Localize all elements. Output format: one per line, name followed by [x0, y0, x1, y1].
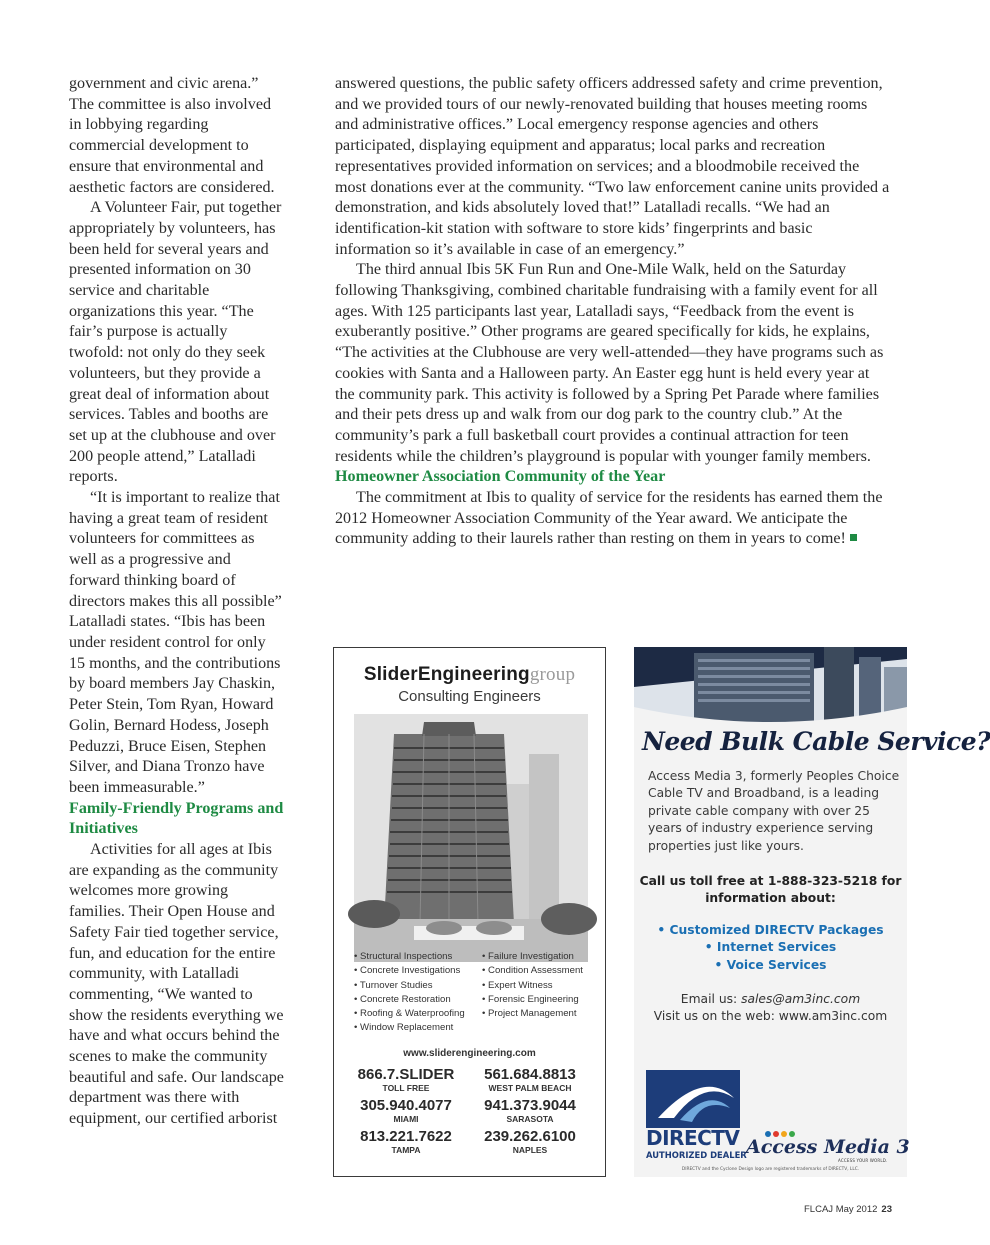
directv-authorized: AUTHORIZED DEALER [646, 1150, 747, 1160]
services-list-right [482, 950, 592, 1036]
slider-subtitle: Consulting Engineers [398, 688, 541, 705]
phone-location: NAPLES [512, 1145, 548, 1155]
services-list-left [354, 950, 480, 1036]
right-paragraph-3 [335, 488, 890, 550]
phone-number: 239.262.6100 [484, 1128, 576, 1145]
phone-grid [344, 1066, 596, 1156]
slider-brand-light: group [529, 664, 576, 685]
access-service-item: • Voice Services [634, 957, 907, 974]
service-item: • Window Replacement [354, 1021, 480, 1035]
email-link[interactable]: sales@am3inc.com [741, 992, 861, 1006]
folio-issue: May 2012 [835, 1204, 878, 1215]
skyline-illustration [634, 647, 907, 725]
access-call-text: Call us toll free at 1-888-323-5218 for information about: [639, 874, 902, 906]
phone-entry[interactable] [344, 1066, 468, 1094]
phone-location: MIAMI [393, 1114, 419, 1124]
right-paragraph-2: The third annual Ibis 5K Fun Run and One-Mile Walk, held on the Saturday following Thanksgiving, combined charitable fundraising with a family event for all ages. With 125 participants last year, Latalladi says, “Feedback from the event is exuberantly positive.” Other programs are geared specifically for kids, he explains, “The activities at the Clubhouse are very well-attended—they have programs such as cookies with Santa and a Halloween party. An Easter egg hunt is held every year at the community park. This activity is followed by a Spring Pet Parade where families and their pets dress up and walk from our dog park to the country club.” At the community’s park a full basketball court provides a continual attraction for teen residents while the children’s playground is popular with younger family members. [335, 261, 884, 465]
left-column [69, 74, 284, 1130]
phone-number: 813.221.7622 [360, 1128, 452, 1145]
service-item: • Forensic Engineering [482, 993, 592, 1007]
access-media-ad[interactable] [634, 647, 990, 1177]
building-photo [634, 647, 907, 725]
tower-illustration [354, 714, 588, 962]
phone-entry[interactable] [468, 1066, 592, 1094]
phone-location: TAMPA [391, 1145, 421, 1155]
phone-entry[interactable] [344, 1097, 468, 1125]
subhead-family-programs: Family-Friendly Programs and Initiatives [69, 799, 284, 838]
access-contact [634, 991, 907, 1026]
slider-brand-bold: SliderEngineering [363, 664, 530, 685]
left-paragraph-3: “It is important to realize that having a great team of resident volunteers for committees as well as a progressive and forward thinking board of directors makes this all possible” Latalladi states. “Ibis has been under resident control for only 15 months, and the contributions by board members Jay Chaskin, Peter Stein, Tom Ryan, Howard Golin, Bernard Hodess, Joseph Peduzzi, Bruce Eisen, Stephen Silver, and Diana Tronzo have been immeasurable.” [69, 489, 282, 796]
slider-website-link[interactable]: www.sliderengineering.com [403, 1048, 536, 1059]
access-media-tagline: ACCESS YOUR WORLD. [838, 1158, 888, 1163]
phone-entry[interactable] [344, 1128, 468, 1156]
access-service-item: • Customized DIRECTV Packages [634, 922, 907, 939]
service-item: • Concrete Restoration [354, 993, 480, 1007]
slider-brand [334, 664, 605, 686]
directv-wordmark: DIRECTV [646, 1126, 740, 1150]
service-item: • Structural Inspections [354, 950, 480, 964]
phone-location: WEST PALM BEACH [488, 1083, 572, 1093]
page-number: 23 [881, 1204, 892, 1215]
phone-number: 561.684.8813 [484, 1066, 576, 1083]
slider-services [354, 950, 594, 1036]
end-square-icon [850, 534, 857, 541]
phone-location: TOLL FREE [382, 1083, 430, 1093]
subhead-community-of-year: Homeowner Association Community of the Year [335, 468, 666, 486]
service-item: • Expert Witness [482, 979, 592, 993]
service-item: • Failure Investigation [482, 950, 592, 964]
left-paragraph-1: government and civic arena.” The committee is also involved in lobbying regarding commercial development to ensure that environmental and aesthetic factors are considered. [69, 75, 275, 196]
phone-entry[interactable] [468, 1097, 592, 1125]
page-folio [804, 1204, 892, 1215]
access-media-logo: Access Media 3 [746, 1136, 910, 1158]
access-services [634, 922, 907, 974]
left-paragraph-2: A Volunteer Fair, put together appropriately by volunteers, has been held for several years and presented information on 30 service and charitable organizations this year. “The fair’s purpose is actually twofold: not only do they seek volunteers, but they provide a great deal of information about services. Tables and booths are set up at the clubhouse and over 200 people attend,” Latalladi reports. [69, 199, 282, 486]
access-body: Access Media 3, formerly Peoples Choice Cable TV and Broadband, is a leading private cable company with over 25 years of industry experience serving properties just like yours. [648, 769, 900, 853]
phone-number: 866.7.SLIDER [357, 1066, 455, 1083]
access-web-link[interactable]: Visit us on the web: www.am3inc.com [653, 1009, 888, 1024]
service-item: • Condition Assessment [482, 964, 592, 978]
access-service-item: • Internet Services [634, 939, 907, 956]
right-paragraph-1: answered questions, the public safety officers addressed safety and crime prevention, and we provided tours of our newly-renovated building that houses meeting rooms and administrative offices.” Local emergency response agencies and others participated, displaying equipment and apparatus; local parks and recreation representatives provided information on services; and a bloodmobile received the most donations ever at the community. “Two law enforcement canine units provided a demonstration, and kids absolutely loved that!” Latalladi recalls. “We had an identification-kit station with software to store kids’ fingerprints and basic information so it’s available in case of an emergency.” [335, 75, 890, 258]
left-paragraph-4: Activities for all ages at Ibis are expanding as the community welcomes more growing families. Their Open House and Safety Fair tied together service, fun, and education for the entire community, with Latalladi commenting, “We wanted to show the residents everything we have and what occurs behind the scenes to make the community beautiful and safe. Our landscape department was there with equipment, our certified arborist [69, 841, 284, 1128]
phone-number: 305.940.4077 [360, 1097, 452, 1114]
access-headline: Need Bulk Cable Service? [642, 727, 990, 756]
email-label: Email us: [680, 992, 742, 1006]
trademark-fine-print: DIRECTV and the Cyclone Design logo are registered trademarks of DIRECTV, LLC. [681, 1167, 860, 1172]
service-item: • Roofing & Waterproofing [354, 1007, 480, 1021]
slider-engineering-ad[interactable] [333, 647, 606, 1177]
service-item: • Concrete Investigations [354, 964, 480, 978]
folio-publication: FLCAJ [804, 1204, 834, 1215]
phone-location: SARASOTA [506, 1114, 554, 1124]
access-email-line [634, 991, 907, 1008]
phone-number: 941.373.9044 [484, 1097, 576, 1114]
service-item: • Turnover Studies [354, 979, 480, 993]
building-photo [354, 714, 588, 962]
phone-entry[interactable] [468, 1128, 592, 1156]
right-column [335, 74, 890, 550]
right-paragraph-3-text: The commitment at Ibis to quality of service for the residents has earned them the 2012 Homeowner Association Community of the Year award. We anticipate the community adding to their laurels rather than resting on them in years to come! [335, 489, 883, 548]
service-item: • Project Management [482, 1007, 592, 1021]
